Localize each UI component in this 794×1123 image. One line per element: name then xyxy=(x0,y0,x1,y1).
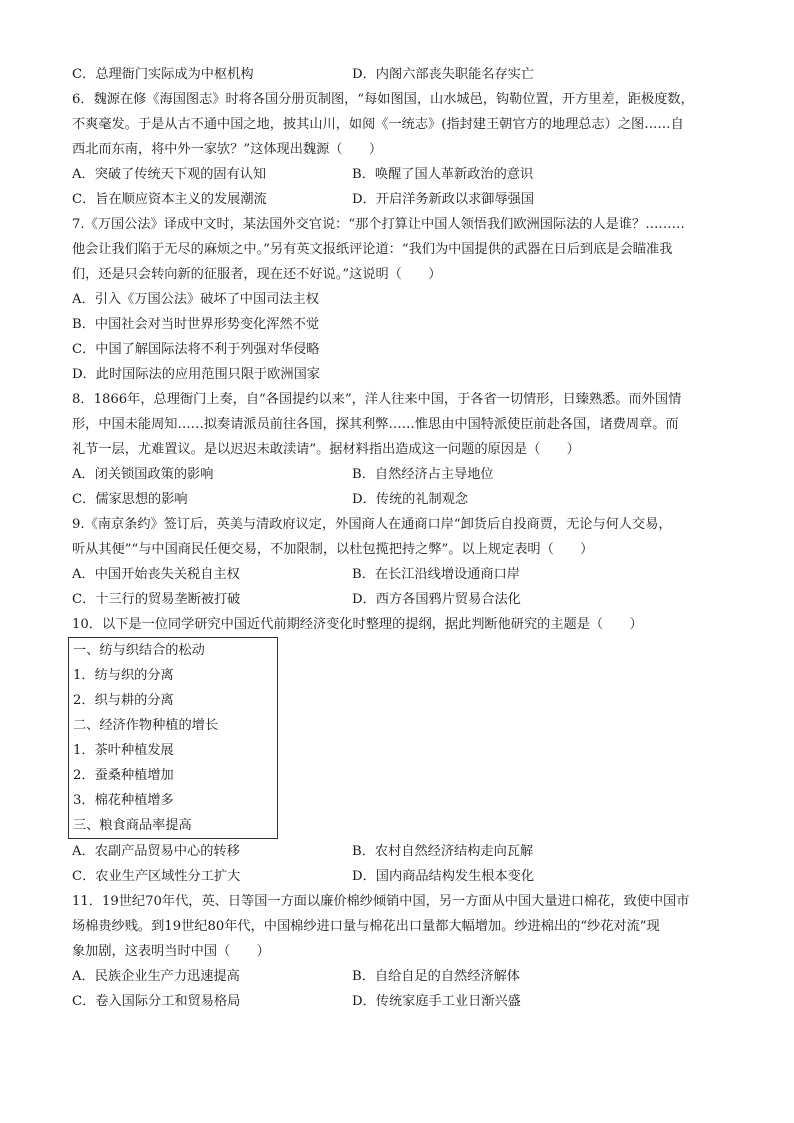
exam-page xyxy=(72,62,732,1014)
question-8-option-d[interactable]: D．传统的礼制观念 xyxy=(352,492,469,507)
question-6-stem-line: 6．魏源在修《海国图志》时将各国分册页制图，“每如图国，山水城邑，钩勒位置，开方里差，距极度数， xyxy=(72,92,694,107)
question-6-stem-line: 不爽毫发。于是从古不通中国之地，披其山川，如阅《一统志》(指封建王朝官方的地理总志）之图……自 xyxy=(72,117,684,132)
question-7-stem-line: 们，还是只会转向新的征服者，现在还不好说。”这说明（ ） xyxy=(72,267,442,282)
question-6-option-a[interactable]: A．突破了传统天下观的固有认知 xyxy=(72,167,267,182)
question-7-option-a[interactable]: A．引入《万国公法》破坏了中国司法主权 xyxy=(72,292,319,307)
q5-option-c[interactable]: C．总理衙门实际成为中枢机构 xyxy=(72,67,254,82)
question-10-option-b[interactable]: B．农村自然经济结构走向瓦解 xyxy=(352,844,534,859)
question-9-options-row xyxy=(72,562,732,587)
question-7-option-b[interactable]: B．中国社会对当时世界形势变化浑然不觉 xyxy=(72,317,320,332)
question-8-stem-line: 礼节一层，尤难置议。是以迟迟未敢渎请”。据材料指出造成这一问题的原因是（ ） xyxy=(72,442,580,457)
question-11-option-d[interactable]: D．传统家庭手工业日渐兴盛 xyxy=(352,994,521,1009)
question-10-options-row xyxy=(72,864,732,889)
question-7-stem-line: 他会让我们陷于无尽的麻烦之中。”另有英文报纸评论道：“我们为中国提供的武器在日后到底是会瞄准我 xyxy=(72,242,673,257)
question-8-stem-line: 8．1866年，总理衙门上奏，自“各国提约以来”，洋人往来中国，于各省一切情形，日臻熟悉。而外国情 xyxy=(72,392,682,407)
question-7-option-c[interactable]: C．中国了解国际法将不利于列强对华侵略 xyxy=(72,342,320,357)
question-8-option-a[interactable]: A．闭关锁国政策的影响 xyxy=(72,467,214,482)
question-6-options-row xyxy=(72,162,732,187)
question-7-stem-line: 7.《万国公法》译成中文时，某法国外交官说：“那个打算让中国人领悟我们欧洲国际法的人是谁？……… xyxy=(72,217,685,232)
question-11-stem-line: 场棉贵纱贱。到19世纪80年代，中国棉纱进口量与棉花出口量都大幅增加。纱进棉出的“纱花对流”现 xyxy=(72,919,660,934)
outline-item: 2．织与耕的分离 xyxy=(73,693,174,708)
question-9-stem-line: 听从其便”“与中国商民任便交易，不加限制，以杜包揽把持之弊”。以上规定表明（ ） xyxy=(72,542,594,557)
question-11-options-row xyxy=(72,989,732,1014)
question-9-stem-line: 9.《南京条约》签订后，英美与清政府议定，外国商人在通商口岸“卸货后自投商贾，无论与何人交易， xyxy=(72,517,672,532)
question-9-options-row xyxy=(72,587,732,612)
question-10-option-d[interactable]: D．国内商品结构发生根本变化 xyxy=(352,869,535,884)
question-11-stem-line: 象加剧，这表明当时中国（ ） xyxy=(72,944,270,959)
outline-item: 1．茶叶种植发展 xyxy=(73,743,174,758)
question-10 xyxy=(72,612,732,889)
outline-box xyxy=(68,637,278,839)
question-10-stem-line: 10．以下是一位同学研究中国近代前期经济变化时整理的提纲，据此判断他研究的主题是（ ） xyxy=(72,617,643,632)
question-6-stem-line: 西北而东南，将中外一家欤？”这体现出魏源（ ） xyxy=(72,142,383,157)
question-9-option-d[interactable]: D．西方各国鸦片贸易合法化 xyxy=(352,592,521,607)
outline-item: 2．蚕桑种植增加 xyxy=(73,768,174,783)
outline-item: 一、纺与织结合的松动 xyxy=(73,643,205,658)
question-7 xyxy=(72,212,732,387)
outline-item: 二、经济作物种植的增长 xyxy=(73,718,219,733)
question-9 xyxy=(72,512,732,612)
question-8-option-b[interactable]: B．自然经济占主导地位 xyxy=(352,467,494,482)
question-9-option-c[interactable]: C．十三行的贸易垄断被打破 xyxy=(72,592,241,607)
question-6-option-b[interactable]: B．唤醒了国人革新政治的意识 xyxy=(352,167,534,182)
question-10-options-row xyxy=(72,839,732,864)
question-11-stem-line: 11．19世纪70年代，英、日等国一方面以廉价棉纱倾销中国，另一方面从中国大量进口棉花，致使中国市 xyxy=(72,894,690,909)
q5-options-row xyxy=(72,62,732,87)
question-8-options-row xyxy=(72,487,732,512)
question-11-option-c[interactable]: C．卷入国际分工和贸易格局 xyxy=(72,994,241,1009)
question-10-option-a[interactable]: A．农副产品贸易中心的转移 xyxy=(72,844,240,859)
question-6-option-d[interactable]: D．开启洋务新政以求御辱强国 xyxy=(352,192,535,207)
outline-item: 1．纺与织的分离 xyxy=(73,668,174,683)
question-6-options-row xyxy=(72,187,732,212)
question-11-option-b[interactable]: B．自给自足的自然经济解体 xyxy=(352,969,520,984)
outline-item: 三、粮食商品率提高 xyxy=(73,818,192,833)
question-8-option-c[interactable]: C．儒家思想的影响 xyxy=(72,492,188,507)
question-10-option-c[interactable]: C．农业生产区域性分工扩大 xyxy=(72,869,241,884)
question-7-option-d[interactable]: D．此时国际法的应用范围只限于欧洲国家 xyxy=(72,367,320,382)
question-8 xyxy=(72,387,732,512)
outline-item: 3．棉花种植增多 xyxy=(73,793,174,808)
question-8-options-row xyxy=(72,462,732,487)
question-9-option-b[interactable]: B．在长江沿线增设通商口岸 xyxy=(352,567,520,582)
question-9-option-a[interactable]: A．中国开始丧失关税自主权 xyxy=(72,567,240,582)
question-11-option-a[interactable]: A．民族企业生产力迅速提高 xyxy=(72,969,240,984)
q5-option-d[interactable]: D．内阁六部丧失职能名存实亡 xyxy=(352,67,535,82)
question-11-options-row xyxy=(72,964,732,989)
question-8-stem-line: 形，中国未能周知……拟奏请派员前往各国，探其利弊……惟思由中国特派使臣前赴各国，诸费周章。而 xyxy=(72,417,679,432)
question-6-option-c[interactable]: C．旨在顺应资本主义的发展潮流 xyxy=(72,192,267,207)
question-6 xyxy=(72,87,732,212)
question-11 xyxy=(72,889,732,1014)
